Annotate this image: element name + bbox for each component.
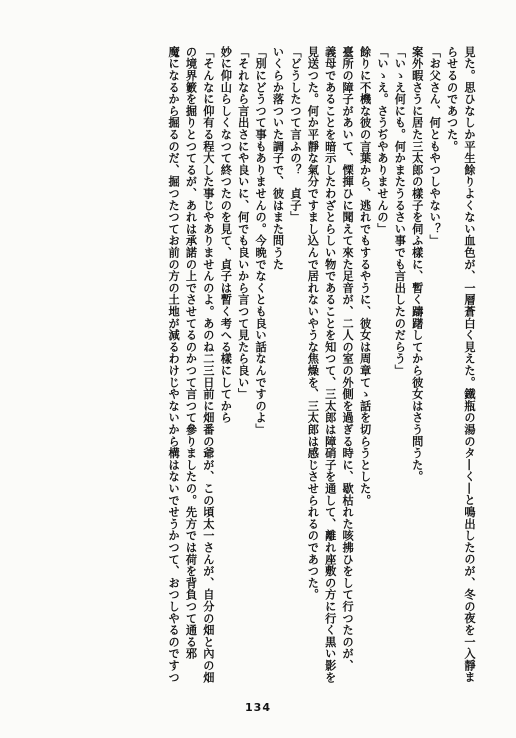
text-line: いくらか落ついた調子で、彼はまた問うた — [271, 46, 286, 271]
text-line: 魔になるから掘るのだ、掘つたつてお前の方の土地が減るわけじやないから構はないでせうかつて、おつしやるのですつ — [167, 46, 182, 684]
text-line: 「そんなに仰有る程大した事じやありませんのよ。あのね二三日前に畑番の爺が、この頃太一さんが、自分の畑と內の畑 — [201, 46, 216, 684]
text-line: 「いゝえ。さうぢやありませんの」 — [375, 46, 390, 235]
text-line: 「いゝえ何にも。何かまたうるさい事でも言出したのだらう」 — [393, 46, 408, 377]
text-line: 義母であることを暗示したわざとらしい物であることを知つて、三太郎は障硝子を通して、離れ座敷の方に行く黒い影を — [323, 46, 338, 684]
text-line: 「別にどうつて事もありませんの。今晩でなくとも良い話なんですのよ」 — [254, 46, 269, 436]
text-line: の境界籔を掘りとつてるが、あれは承諾の上でさせてるのかつて言つて參りましたの。先方では荷を背負つて通る邪 — [184, 46, 199, 660]
text-line: 「どうしたつて言ふの？ 貞子」 — [288, 46, 303, 223]
text-line: 見送つた。何か平靜な氣分ですまし込んで居れないやうな焦燥を、三太郎は感じさせられるのであつた。 — [306, 46, 321, 601]
body-text — [40, 46, 478, 686]
text-line: 「お父さん、何ともやつしやない？」 — [428, 46, 443, 247]
text-line: 「それなら言出さにや良いに、何でも良いから言つて見たら良い」 — [236, 46, 251, 400]
text-line: 餘りに不機な彼の言葉から、逃れでもするやうに、彼女は周章てゝ話を切らうとした。 — [358, 46, 373, 507]
text-line: 見た。思ひなしか平生餘りよくない血色が、一層蒼白く見えた。鐵瓶の湯のタ―く―と鳴出したのが、冬の夜を一入靜ま — [463, 46, 477, 684]
text-line: 案外暇さうに居た三太郎の樣子を伺ふ樣に、暫く躊躇してから彼女はさう問うた。 — [410, 46, 425, 483]
text-line: らせるのであつた。 — [445, 46, 460, 153]
page-number: 134 — [245, 701, 271, 714]
text-line: 臺所の障子があいて、慄揮ひに聞えて來た足音が、二人の室の外側を過ぎる時に、歇枯れた咳拂ひをして行つたのが、 — [341, 46, 356, 672]
text-line: 妙に仰山らしくなつて終つたのを見て、貞子は暫く考へる樣にしてから — [219, 46, 234, 424]
